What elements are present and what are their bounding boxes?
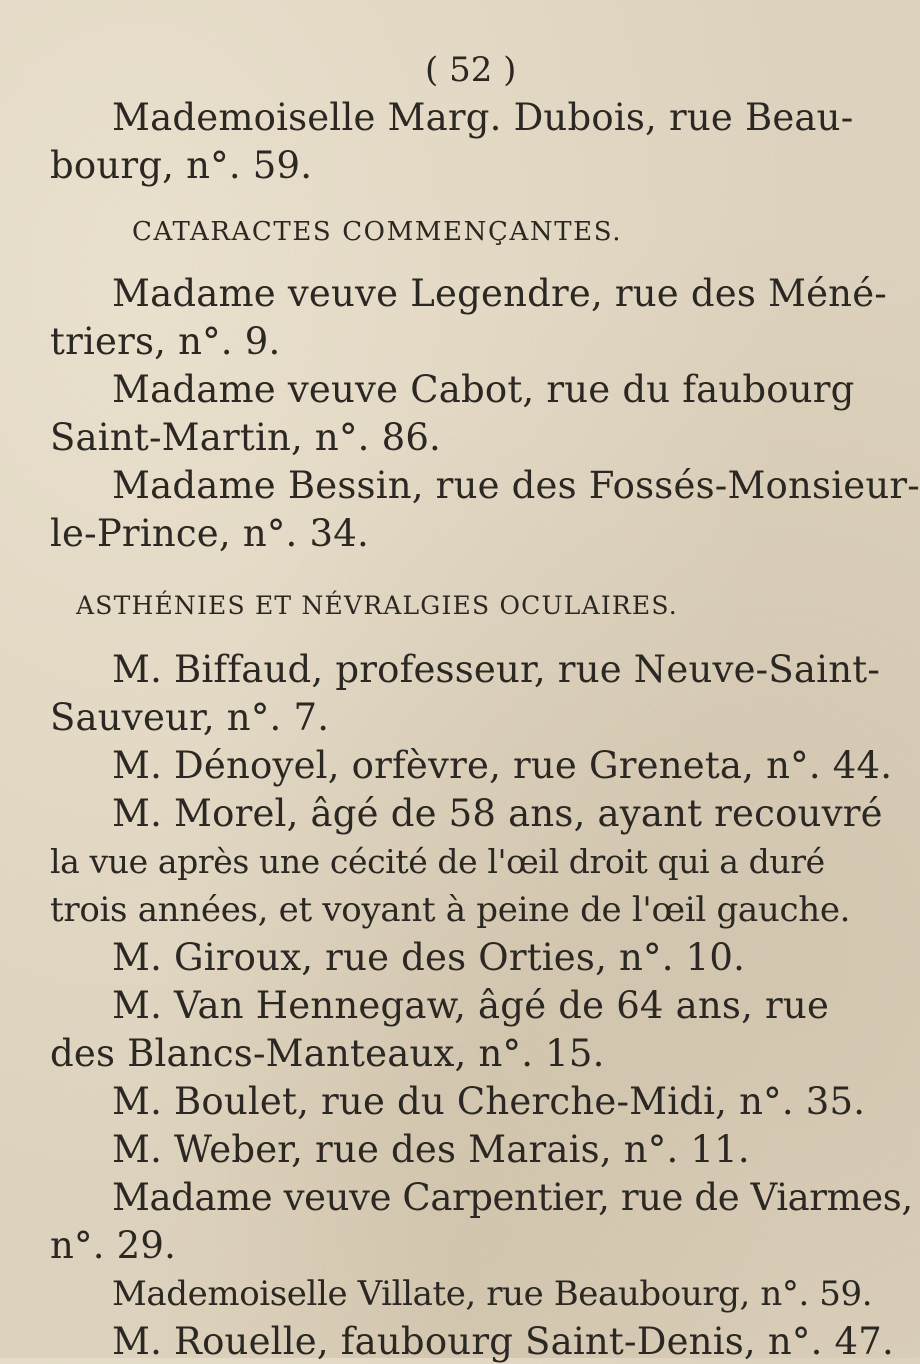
text-line: M. Biffaud, professeur, rue Neuve-Saint- bbox=[112, 648, 881, 691]
text-line: triers, n°. 9. bbox=[50, 320, 281, 363]
text-line: Mademoiselle Villate, rue Beaubourg, n°. 59. bbox=[112, 1274, 873, 1314]
text-line: trois années, et voyant à peine de l'œil gauche. bbox=[50, 890, 851, 930]
text-line: M. Boulet, rue du Cherche-Midi, n°. 35. bbox=[112, 1080, 866, 1123]
text-line: Madame veuve Legendre, rue des Méné- bbox=[112, 272, 888, 315]
text-line: bourg, n°. 59. bbox=[50, 144, 313, 187]
text-line: M. Morel, âgé de 58 ans, ayant recouvré bbox=[112, 792, 883, 835]
page-number: ( 52 ) bbox=[425, 50, 517, 90]
text-line: M. Dénoyel, orfèvre, rue Greneta, n°. 44. bbox=[112, 744, 893, 787]
text-line: Saint-Martin, n°. 86. bbox=[50, 416, 442, 459]
text-line: Madame Bessin, rue des Fossés-Monsieur- bbox=[112, 464, 920, 507]
text-line: Madame veuve Carpentier, rue de Viarmes, bbox=[112, 1176, 913, 1219]
text-line: Mademoiselle Marg. Dubois, rue Beau- bbox=[112, 96, 854, 139]
section-heading-asthenias: ASTHÉNIES ET NÉVRALGIES OCULAIRES. bbox=[76, 591, 678, 620]
section-heading-cataracts: CATARACTES COMMENÇANTES. bbox=[132, 217, 623, 247]
text-line: M. Giroux, rue des Orties, n°. 10. bbox=[112, 936, 746, 979]
text-line: la vue après une cécité de l'œil droit qui a duré bbox=[50, 842, 825, 881]
text-line: Sauveur, n°. 7. bbox=[50, 696, 330, 739]
text-line: des Blancs-Manteaux, n°. 15. bbox=[50, 1032, 605, 1075]
text-line: M. Rouelle, faubourg Saint-Denis, n°. 47. bbox=[112, 1320, 894, 1363]
text-line: M. Weber, rue des Marais, n°. 11. bbox=[112, 1128, 750, 1171]
text-line: le-Prince, n°. 34. bbox=[50, 512, 369, 555]
text-line: n°. 29. bbox=[50, 1224, 177, 1267]
text-line: M. Van Hennegaw, âgé de 64 ans, rue bbox=[112, 984, 830, 1027]
text-line: Madame veuve Cabot, rue du faubourg bbox=[112, 368, 855, 411]
